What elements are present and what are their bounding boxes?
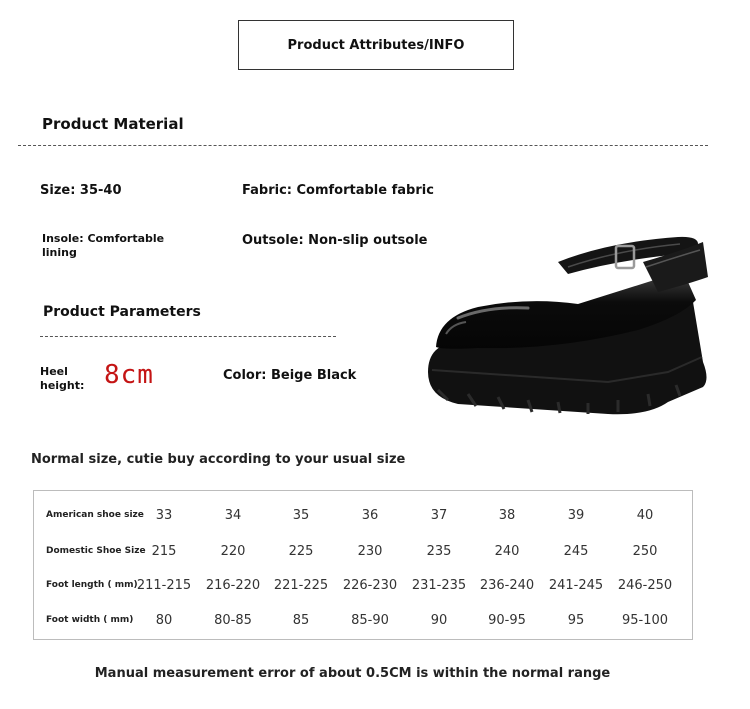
table-cell: 95 — [567, 612, 585, 628]
heel-label-line-2: height: — [40, 379, 85, 392]
table-cell: 33 — [155, 507, 173, 523]
page-title: Product Attributes/INFO — [238, 20, 514, 70]
measurement-error-note: Manual measurement error of about 0.5CM is within the normal range — [94, 666, 611, 681]
table-cell: 231-235 — [411, 577, 467, 593]
table-cell: 36 — [361, 507, 379, 523]
table-cell: 245 — [563, 543, 589, 559]
table-cell: 35 — [292, 507, 310, 523]
table-cell: 37 — [430, 507, 448, 523]
table-cell: 216-220 — [205, 577, 261, 593]
table-cell: 80-85 — [214, 612, 252, 628]
table-cell: 241-245 — [548, 577, 604, 593]
table-cell: 80 — [155, 612, 173, 628]
size-advice-note: Normal size, cutie buy according to your usual size — [31, 452, 406, 467]
table-cell: 225 — [288, 543, 314, 559]
table-cell: 95-100 — [621, 612, 669, 628]
table-row — [34, 533, 694, 569]
table-cell: 85 — [292, 612, 310, 628]
outsole-attribute: Outsole: Non-slip outsole — [242, 233, 428, 248]
heel-height-value: 8cm — [104, 360, 154, 390]
table-cell: 220 — [220, 543, 246, 559]
table-cell: 85-90 — [351, 612, 389, 628]
table-cell: 39 — [567, 507, 585, 523]
table-cell: 34 — [224, 507, 242, 523]
table-cell: 211-215 — [136, 577, 192, 593]
shoe-image — [418, 222, 718, 422]
table-cell: 250 — [632, 543, 658, 559]
table-cell: 40 — [636, 507, 654, 523]
table-row — [34, 602, 694, 638]
table-cell: 226-230 — [342, 577, 398, 593]
table-cell: 240 — [494, 543, 520, 559]
table-row — [34, 567, 694, 603]
heel-label-line-1: Heel — [40, 365, 68, 378]
product-material-heading: Product Material — [42, 115, 184, 133]
size-attribute: Size: 35-40 — [40, 183, 122, 198]
table-cell: 230 — [357, 543, 383, 559]
row-label: American shoe size — [46, 509, 144, 520]
size-table — [33, 490, 693, 640]
table-cell: 236-240 — [479, 577, 535, 593]
table-cell: 246-250 — [617, 577, 673, 593]
divider — [18, 145, 708, 146]
table-cell: 90 — [430, 612, 448, 628]
row-label: Foot width ( mm) — [46, 614, 134, 625]
row-label: Foot length ( mm) — [46, 579, 138, 590]
insole-line-1: Insole: Comfortable — [42, 232, 165, 245]
table-cell: 38 — [498, 507, 516, 523]
fabric-attribute: Fabric: Comfortable fabric — [242, 183, 434, 198]
table-cell: 221-225 — [273, 577, 329, 593]
color-attribute: Color: Beige Black — [223, 368, 357, 383]
divider — [40, 336, 336, 337]
table-cell: 215 — [151, 543, 177, 559]
table-cell: 235 — [426, 543, 452, 559]
product-parameters-heading: Product Parameters — [43, 304, 201, 320]
insole-line-2: lining — [42, 246, 77, 259]
table-row — [34, 497, 694, 533]
insole-attribute — [42, 232, 164, 260]
heel-height-label — [40, 365, 84, 393]
table-cell: 90-95 — [488, 612, 526, 628]
row-label: Domestic Shoe Size — [46, 545, 146, 556]
